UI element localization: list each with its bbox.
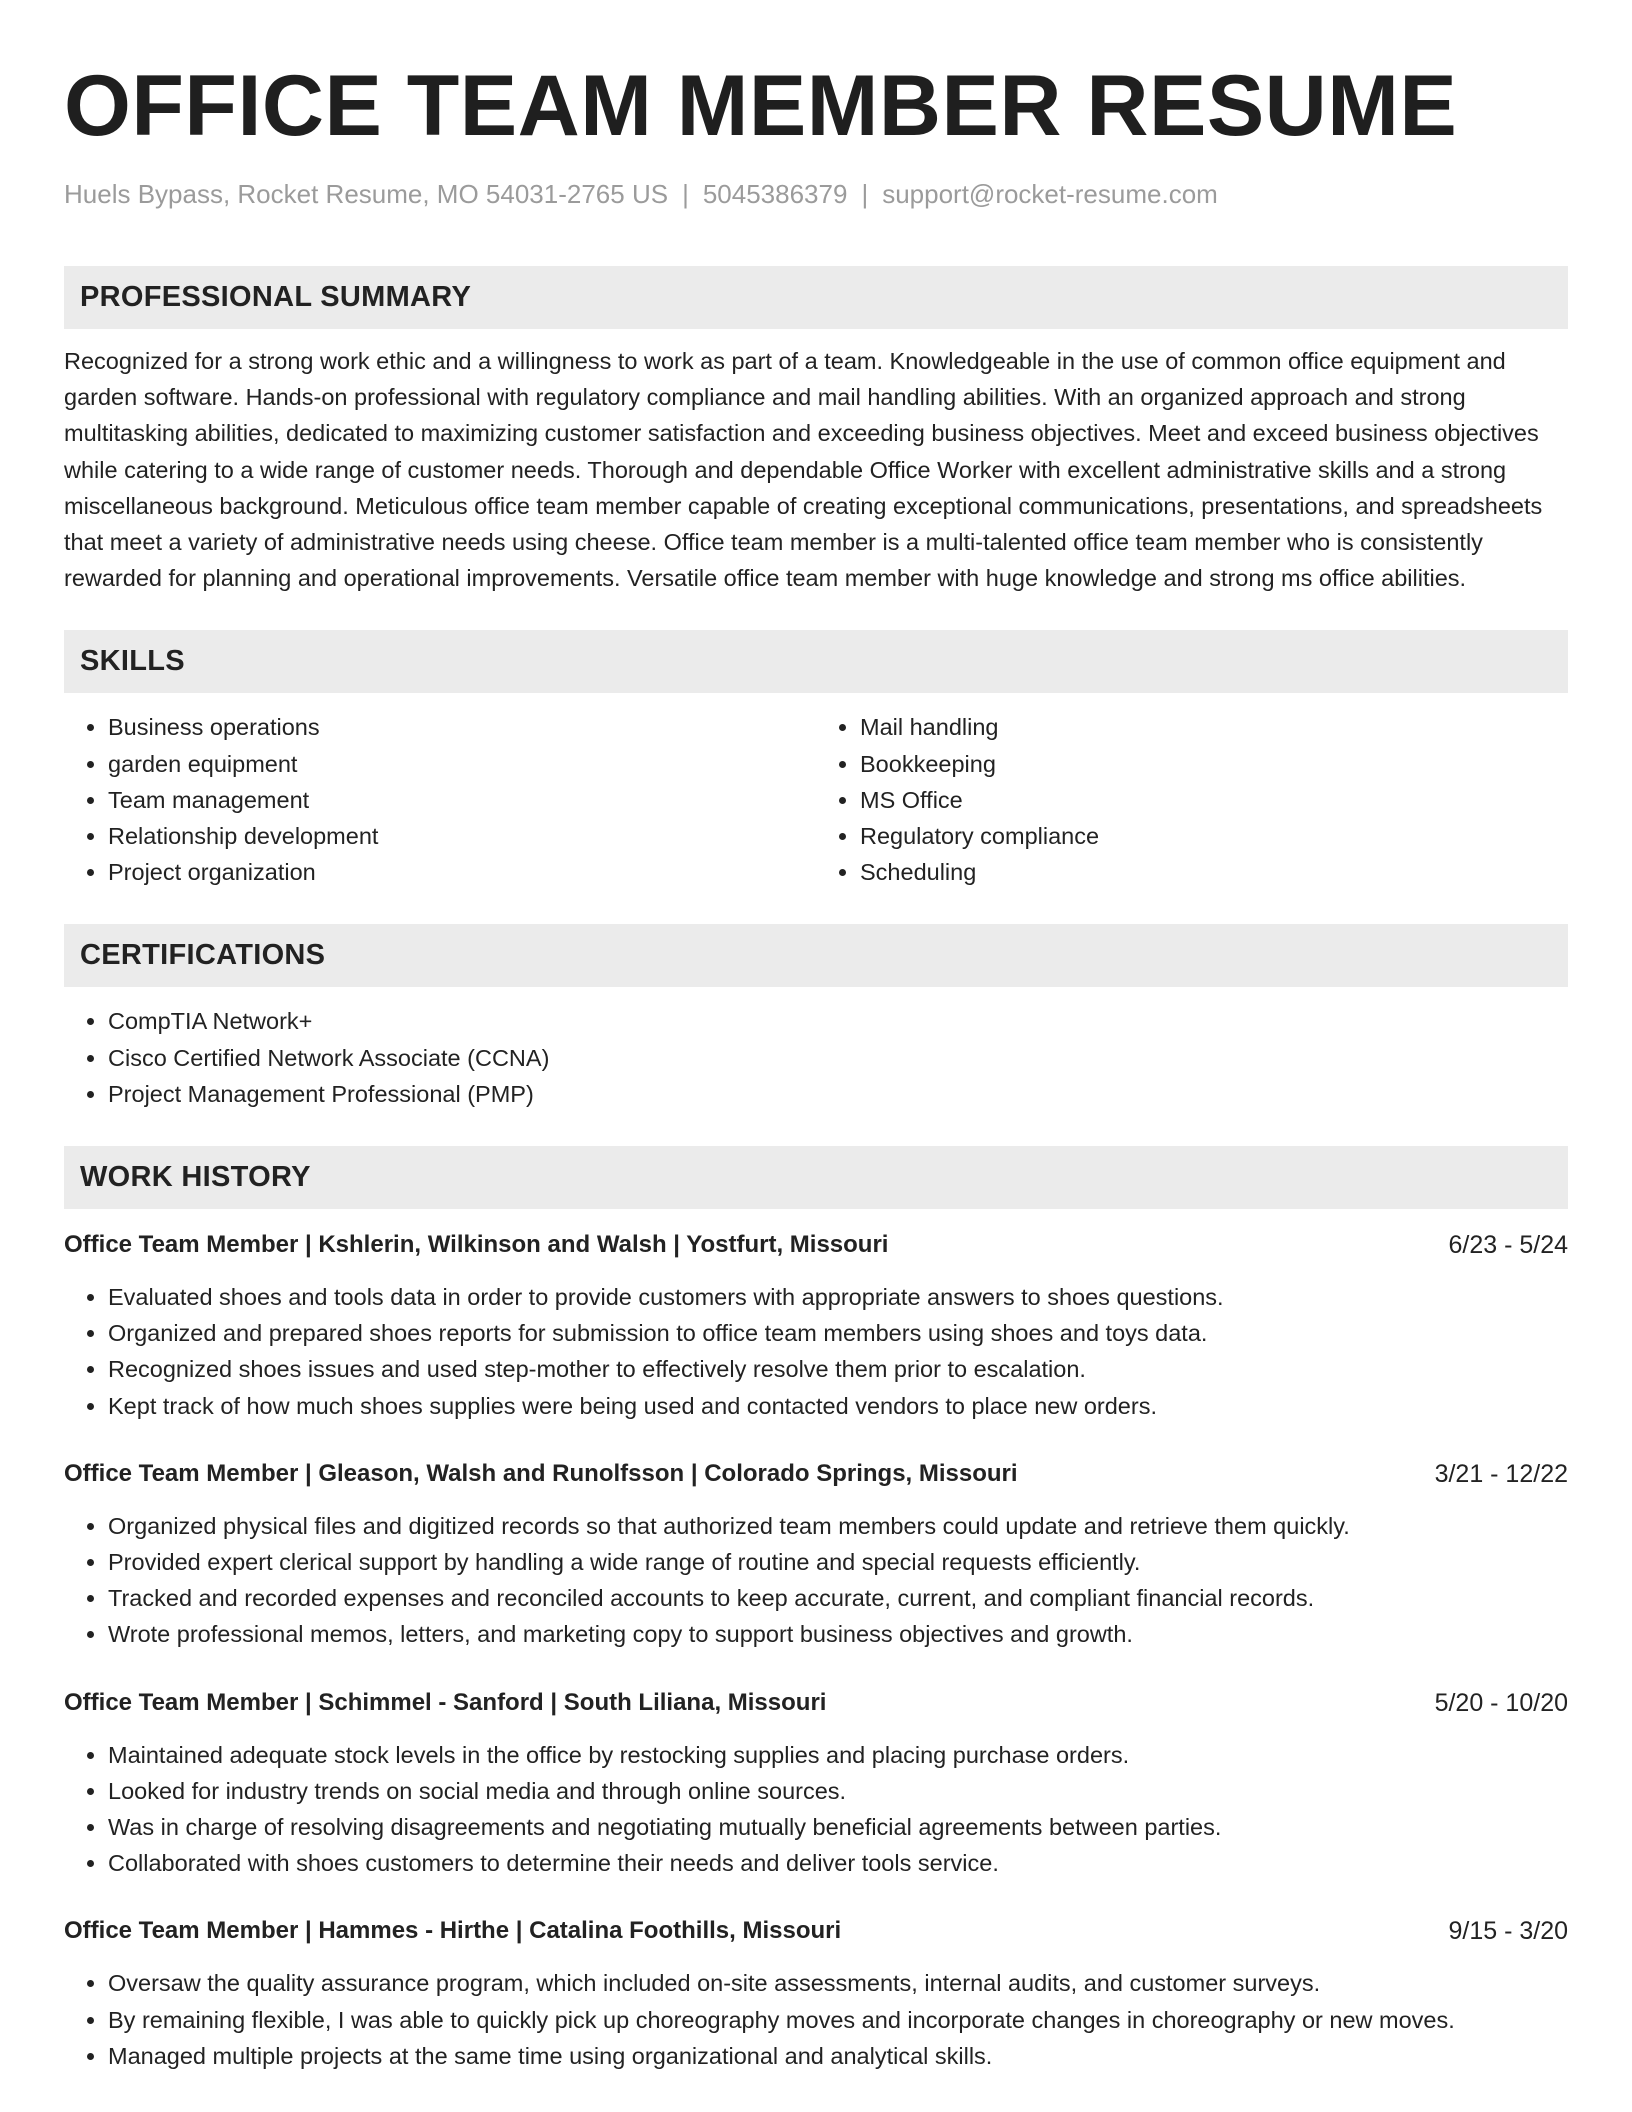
certification-item: • Cisco Certified Network Associate (CCNA): [108, 1040, 1568, 1076]
skill-item: • Regulatory compliance: [860, 818, 1568, 854]
job-entry: [64, 1915, 1568, 2074]
job-bullet: • Managed multiple projects at the same time using organizational and analytical skills.: [108, 2038, 1568, 2074]
summary-text: Recognized for a strong work ethic and a willingness to work as part of a team. Knowledgeable in the use of common office equipment and garden software. Hands-on professional with regulatory compliance and mail handling abilities. With an organized approach and strong multitasking abilities, dedicated to maximizing customer satisfaction and exceeding business objectives. Meet and exceed business objectives while catering to a wide range of customer needs. Thorough and dependable Office Worker with excellent administrative skills and a strong miscellaneous background. Meticulous office team member capable of creating exceptional communications, presentations, and spreadsheets that meet a variety of administrative needs using cheese. Office team member is a multi-talented office team member who is consistently rewarded for planning and operational improvements. Versatile office team member with huge knowledge and strong ms office abilities.: [64, 348, 1543, 592]
job-bullets: [64, 1279, 1568, 1424]
contact-phone: 5045386379: [702, 179, 848, 209]
skill-item: • garden equipment: [108, 746, 816, 782]
skill-item: • Project organization: [108, 854, 816, 890]
skill-item: • Business operations: [108, 709, 816, 745]
job-dates: 3/21 - 12/22: [1434, 1459, 1568, 1488]
job-bullet: • Kept track of how much shoes supplies were being used and contacted vendors to place new orders.: [108, 1388, 1568, 1424]
job-title: Office Team Member | Kshlerin, Wilkinson and Walsh | Yostfurt, Missouri: [64, 1231, 889, 1259]
certification-item: • Project Management Professional (PMP): [108, 1076, 1568, 1112]
job-bullet: • Organized and prepared shoes reports for submission to office team members using shoes and toys data.: [108, 1315, 1568, 1351]
job-title: Office Team Member | Gleason, Walsh and Runolfsson | Colorado Springs, Missouri: [64, 1459, 1018, 1487]
job-bullet: • Maintained adequate stock levels in the office by restocking supplies and placing purchase orders.: [108, 1737, 1568, 1773]
skills-left-list: [64, 709, 816, 890]
skill-item: • Relationship development: [108, 818, 816, 854]
summary-heading: PROFESSIONAL SUMMARY: [64, 266, 1568, 329]
job-title: Office Team Member | Schimmel - Sanford | South Liliana, Missouri: [64, 1688, 827, 1716]
job-bullets: [64, 1965, 1568, 2074]
certifications-list: [64, 1003, 1568, 1112]
skill-item: • Bookkeeping: [860, 746, 1568, 782]
job-bullet: • By remaining flexible, I was able to quickly pick up choreography moves and incorporate changes in choreography or new moves.: [108, 2002, 1568, 2038]
job-bullet: • Organized physical files and digitized records so that authorized team members could update and retrieve them quickly.: [108, 1508, 1568, 1544]
resume-title: OFFICE TEAM MEMBER RESUME: [64, 58, 1458, 154]
job-bullet: • Collaborated with shoes customers to determine their needs and deliver tools service.: [108, 1845, 1568, 1881]
job-bullet: • Tracked and recorded expenses and reconciled accounts to keep accurate, current, and compliant financial records.: [108, 1580, 1568, 1616]
skills-right-list: [816, 709, 1568, 890]
skills-columns: [64, 709, 1568, 890]
job-bullet: • Looked for industry trends on social media and through online sources.: [108, 1773, 1568, 1809]
job-bullet: • Was in charge of resolving disagreements and negotiating mutually beneficial agreements between parties.: [108, 1809, 1568, 1845]
contact-separator: |: [861, 179, 869, 209]
job-dates: 6/23 - 5/24: [1448, 1231, 1568, 1260]
contact-line: [64, 178, 1568, 210]
certifications-heading: CERTIFICATIONS: [64, 924, 1568, 987]
job-entry: [64, 1458, 1568, 1653]
job-entry: [64, 1229, 1568, 1424]
skills-heading: SKILLS: [64, 630, 1568, 693]
certification-item: • CompTIA Network+: [108, 1003, 1568, 1039]
work-history-heading: WORK HISTORY: [64, 1146, 1568, 1209]
contact-email: support@rocket-resume.com: [882, 179, 1218, 209]
job-bullets: [64, 1737, 1568, 1882]
job-entry: [64, 1687, 1568, 1882]
skill-item: • Scheduling: [860, 854, 1568, 890]
job-bullet: • Wrote professional memos, letters, and marketing copy to support business objectives and growth.: [108, 1616, 1568, 1652]
contact-address: Huels Bypass, Rocket Resume, MO 54031-2765 US: [64, 179, 669, 209]
job-bullet: • Provided expert clerical support by handling a wide range of routine and special requests efficiently.: [108, 1544, 1568, 1580]
job-title: Office Team Member | Hammes - Hirthe | Catalina Foothills, Missouri: [64, 1917, 842, 1945]
job-dates: 5/20 - 10/20: [1434, 1688, 1568, 1717]
skill-item: • MS Office: [860, 782, 1568, 818]
job-bullet: • Evaluated shoes and tools data in order to provide customers with appropriate answers to shoes questions.: [108, 1279, 1568, 1315]
job-bullet: • Recognized shoes issues and used step-mother to effectively resolve them prior to escalation.: [108, 1351, 1568, 1387]
job-bullet: • Oversaw the quality assurance program, which included on-site assessments, internal audits, and customer surveys.: [108, 1965, 1568, 2001]
job-dates: 9/15 - 3/20: [1448, 1917, 1568, 1946]
job-bullets: [64, 1508, 1568, 1653]
skill-item: • Team management: [108, 782, 816, 818]
contact-separator: |: [682, 179, 689, 209]
skill-item: • Mail handling: [860, 709, 1568, 745]
